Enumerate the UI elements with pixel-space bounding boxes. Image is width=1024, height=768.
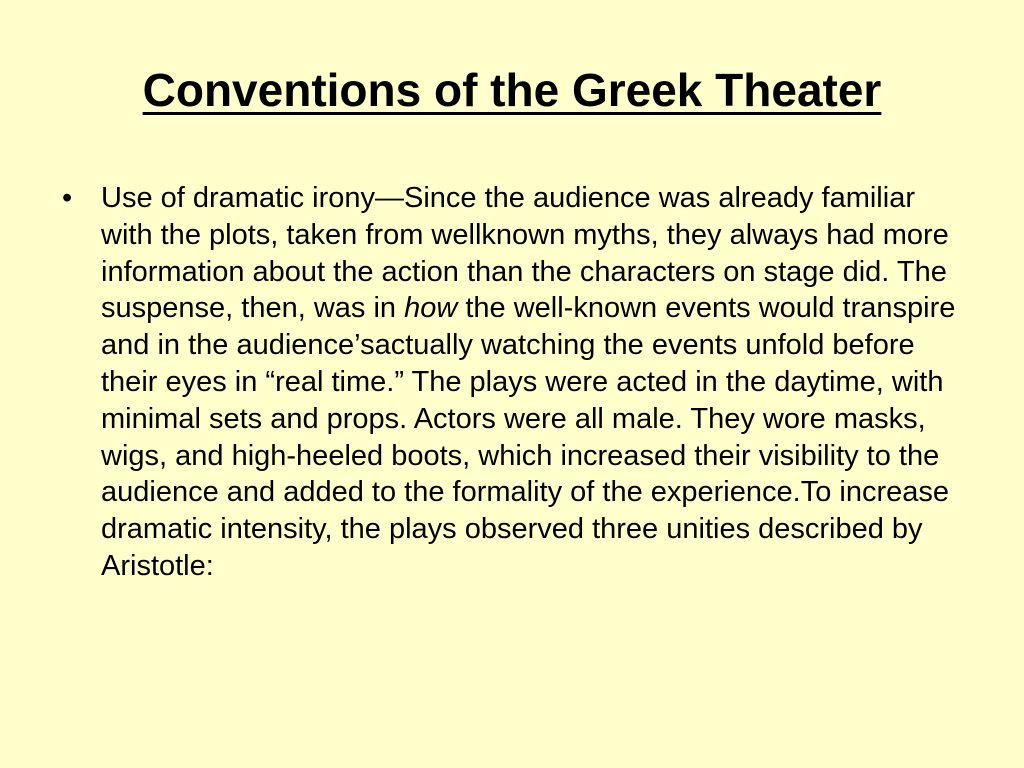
bullet-item: [62, 180, 967, 585]
bullet-text-before-emphasis: Use of dramatic irony—Since the audience was already familiar with the plots, taken from wellknown myths, they always had more information about the action than the characters on stage did. The suspense, then, was in: [101, 182, 949, 325]
bullet-emphasis: how: [404, 292, 458, 325]
bullet-text-after-emphasis: the well-known events would transpire and in the audience’sactually watching the events unfold before their eyes in “real time.” The plays were acted in the daytime, with minimal sets and props. Actors were all male. They wore masks, wigs, and high-heeled boots, which increased their visibility to the audience and added to the formality of the experience.To increase dramatic intensity, the plays observed three unities described by Aristotle:: [101, 292, 956, 582]
slide-title: Conventions of the Greek Theater: [142, 64, 882, 116]
slide-body: [62, 180, 967, 585]
bullet-icon: •: [62, 182, 73, 214]
